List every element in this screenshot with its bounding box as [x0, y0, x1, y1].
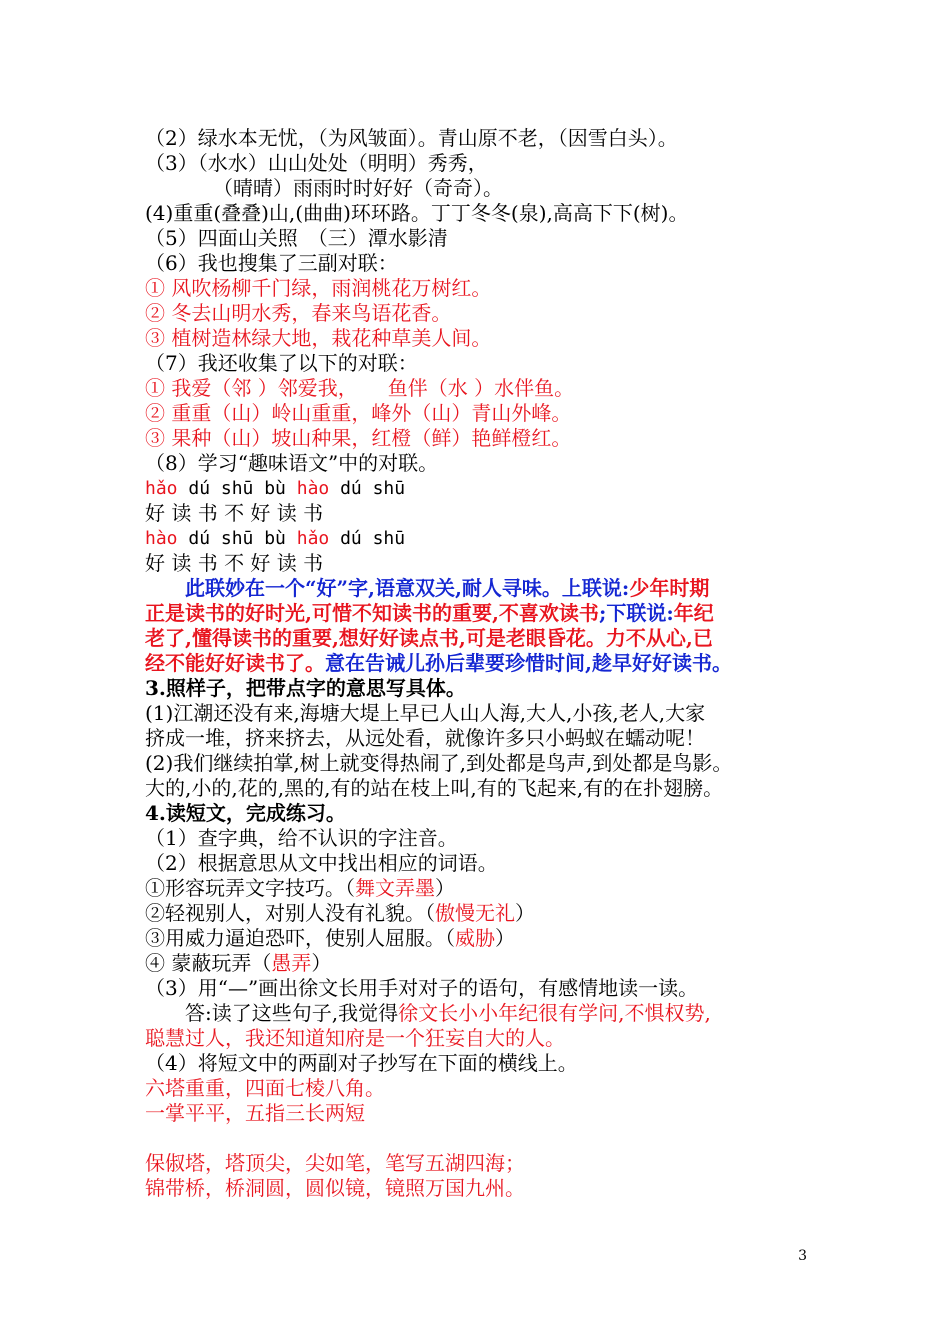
couplet-copy-2: 一掌平平，五指三长两短 [145, 1101, 365, 1125]
sec4-item-2 [145, 901, 535, 925]
sec4-q3: （3）用“—”画出徐文长用手对对子的语句，有感情地读一读。 [145, 976, 699, 1000]
sec4-item-1 [145, 876, 455, 900]
item-answer: 傲慢无礼 [435, 901, 515, 925]
pinyin-text: dú shū [329, 528, 406, 549]
sec3-line-1: (1)江潮还没有来,海塘大堤上早已人山人海,大人,小孩,老人,大家 [145, 701, 706, 725]
explain-text: 少年时期 [629, 576, 710, 600]
item-close: ） [515, 901, 535, 925]
item-close: ） [495, 926, 515, 950]
couplet-7-1: ① 我爱（邻 ）邻爱我， 鱼伴（水 ）水伴鱼。 [145, 376, 575, 400]
page-number: 3 [798, 1248, 807, 1264]
pinyin-row-1 [145, 477, 405, 501]
pinyin-hao3: hǎo [296, 528, 330, 549]
couplet-copy-1: 六塔重重，四面七棱八角。 [145, 1076, 385, 1100]
item-answer: 威胁 [455, 926, 495, 950]
line-8: （8）学习“趣味语文”中的对联。 [145, 451, 439, 475]
sec4-q2: （2）根据意思从文中找出相应的词语。 [145, 851, 498, 875]
line-7: （7）我还收集了以下的对联： [145, 351, 418, 375]
line-4: (4)重重(叠叠)山,(曲曲)环环路。丁丁冬冬(泉),高高下下(树)。 [145, 201, 689, 225]
couplet-6-1: ① 风吹杨柳千门绿，雨润桃花万树红。 [145, 276, 492, 300]
couplet-7-2: ② 重重（山）岭山重重，峰外（山）青山外峰。 [145, 401, 572, 425]
chars-row-1: 好 读 书 不 好 读 书 [145, 501, 324, 525]
item-answer: 舞文弄墨 [355, 876, 435, 900]
couplet-6-3: ③ 植树造林绿大地，栽花种草美人间。 [145, 326, 492, 350]
line-3b: （晴晴）雨雨时时好好（奇奇）。 [213, 176, 503, 200]
couplet-6-2: ② 冬去山明水秀，春来鸟语花香。 [145, 301, 452, 325]
explain-text: 意在告诫儿孙后辈要珍惜时间,趁早好好读书。 [325, 651, 732, 675]
item-text: ③用威力逼迫恐吓，使别人屈服。（ [145, 926, 455, 950]
explain-text: 年纪 [673, 601, 714, 625]
sec4-item-3 [145, 926, 515, 950]
pinyin-text: dú shū [329, 478, 406, 499]
pinyin-hao3: hǎo [145, 478, 178, 499]
pinyin-hao4: hào [145, 528, 178, 549]
pinyin-row-2 [145, 527, 405, 551]
pinyin-hao4: hào [296, 478, 330, 499]
couplet-7-3: ③ 果种（山）坡山种果，红橙（鲜）艳鲜橙红。 [145, 426, 572, 450]
answer-text: 答:读了这些句子,我觉得 [145, 1001, 399, 1025]
item-text: ②轻视别人，对别人没有礼貌。（ [145, 901, 435, 925]
section-3-title: 3.照样子，把带点字的意思写具体。 [145, 676, 466, 700]
answer-text: 徐文长小小年纪很有学问,不惧权势, [398, 1001, 711, 1025]
sec4-q4: （4）将短文中的两副对子抄写在下面的横线上。 [145, 1051, 578, 1075]
item-text: ④ 蒙蔽玩弄（ [145, 951, 272, 975]
line-2: （2）绿水本无忧，（为风皱面）。青山原不老，（因雪白头）。 [145, 126, 678, 150]
item-answer: 愚弄 [271, 951, 312, 975]
pinyin-text: dú shū bù [177, 528, 297, 549]
sec3-line-4: 大的,小的,花的,黑的,有的站在枝上叫,有的飞起来,有的在扑翅膀。 [145, 776, 724, 800]
explain-text: ;下联说: [598, 601, 674, 625]
item-close: ） [311, 951, 332, 975]
line-3a: （3）（水水）山山处处（明明）秀秀， [145, 151, 488, 175]
sec4-item-4 [145, 951, 331, 975]
couplet-copy-4: 锦带桥，桥洞圆，圆似镜，镜照万国九州。 [145, 1176, 525, 1200]
sec4-answer-1 [145, 1001, 711, 1025]
explain-text: 正是读书的好时光,可惜不知读书的重要,不喜欢读书 [145, 601, 599, 625]
explain-line-2 [145, 601, 714, 625]
sec3-line-2: 挤成一堆，挤来挤去，从远处看，就像许多只小蚂蚁在蠕动呢！ [145, 726, 705, 750]
item-text: ①形容玩弄文字技巧。（ [145, 876, 355, 900]
couplet-copy-3: 保俶塔，塔顶尖，尖如笔，笔写五湖四海； [145, 1151, 525, 1175]
pinyin-text: dú shū bù [177, 478, 297, 499]
section-4-title: 4.读短文，完成练习。 [145, 801, 346, 825]
sec4-answer-2: 聪慧过人，我还知道知府是一个狂妄自大的人。 [145, 1026, 565, 1050]
explain-line-3: 老了,懂得读书的重要,想好好读点书,可是老眼昏花。力不从心,已 [145, 626, 713, 650]
explain-text: 经不能好好读书了。 [145, 651, 325, 675]
item-close: ） [435, 876, 455, 900]
line-6: （6）我也搜集了三副对联： [145, 251, 398, 275]
explain-line-1 [145, 576, 709, 600]
explain-line-4 [145, 651, 732, 675]
line-5: （5）四面山关照 （三）潭水影清 [145, 226, 448, 250]
chars-row-2: 好 读 书 不 好 读 书 [145, 551, 324, 575]
explain-text: 此联妙在一个“好”字,语意双关,耐人寻味。上联说: [145, 576, 630, 600]
sec3-line-3: (2)我们继续拍掌,树上就变得热闹了,到处都是鸟声,到处都是鸟影。 [145, 751, 733, 775]
sec4-q1: （1）查字典，给不认识的字注音。 [145, 826, 458, 850]
